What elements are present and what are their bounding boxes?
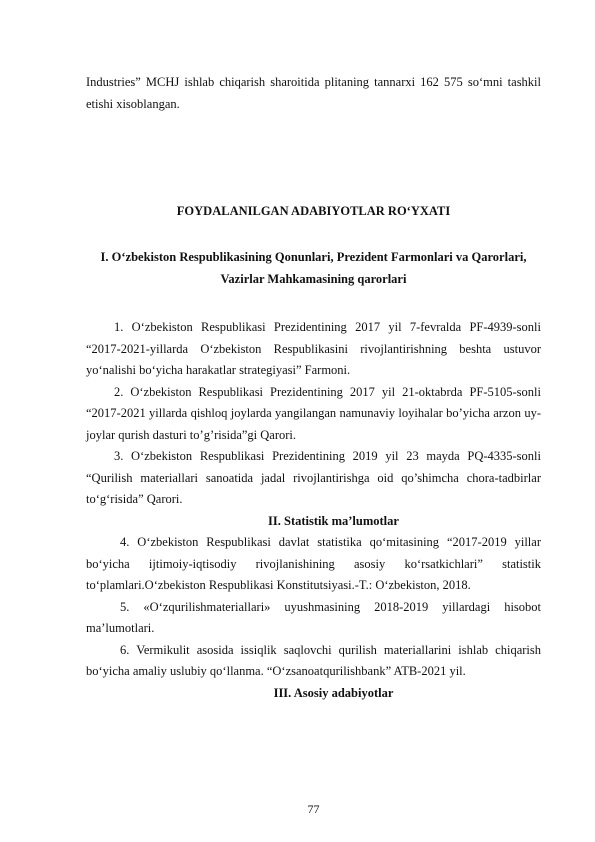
section-3-heading: III. Asosiy adabiyotlar [273, 685, 394, 700]
bibliography-title: FOYDALANILGAN ADABIYOTLAR RO‘YXATI [176, 204, 451, 218]
reference-item: 4. O‘zbekiston Respublikasi davlat statistika qo‘mitasining “2017-2019 yillar bo‘yicha ijtimoiy-iqtisodiy rivojlanishining asosiy ko‘rsatkichlari” statistik to‘plamlari.O‘zbekiston Respublikasi Konstitutsiyasi.-T.: O‘zbekiston, 2018. [86, 535, 541, 592]
section-2-heading: II. Statistik ma’lumotlar [268, 513, 399, 528]
reference-item: 1. O‘zbekiston Respublikasi Prezidentining 2017 yil 7-fevralda PF-4939-sonli “2017-2021-yillarda O‘zbekiston Respublikasini rivojlantirishning beshta ustuvor yo‘nalishi bo‘yicha harakatlar strategiyasi” Farmoni. [86, 320, 541, 377]
section-1-heading: I. O‘zbekiston Respublikasining Qonunlari, Prezident Farmonlari va Qarorlari, Vazirlar Mahkamasining qarorlari [100, 250, 527, 286]
reference-list [86, 317, 541, 704]
reference-item: 5. «O‘zqurilishmateriallari» uyushmasining 2018-2019 yillardagi hisobot ma’lumotlari. [86, 599, 541, 635]
reference-item: 6. Vermikulit asosida issiqlik saqlovchi qurilish materiallarini ishlab chiqarish bo‘yicha amaliy uslubiy qo‘llanma. “O‘zsanoatqurilishbank” ATB-2021 yil. [86, 642, 541, 678]
reference-item: 3. O‘zbekiston Respublikasi Prezidentining 2019 yil 23 mayda PQ-4335-sonli “Qurilish materiallari sanoatida jadal rivojlantirishga oid qo’shimcha chora-tadbirlar to‘g‘risida” Qarori. [86, 449, 541, 506]
page-number: 77 [307, 802, 320, 816]
intro-paragraph: Industries” MCHJ ishlab chiqarish sharoitida plitaning tannarxi 162 575 so‘mni tashkil etishi xisoblangan. [86, 75, 541, 111]
reference-item: 2. O‘zbekiston Respublikasi Prezidentining 2017 yil 21-oktabrda PF-5105-sonli “2017-2021 yillarda qishloq joylarda yangilangan namunaviy loyihalar bo’yicha arzon uy-joylar qurish dasturi to’g’risida”gi Qarori. [86, 384, 541, 442]
